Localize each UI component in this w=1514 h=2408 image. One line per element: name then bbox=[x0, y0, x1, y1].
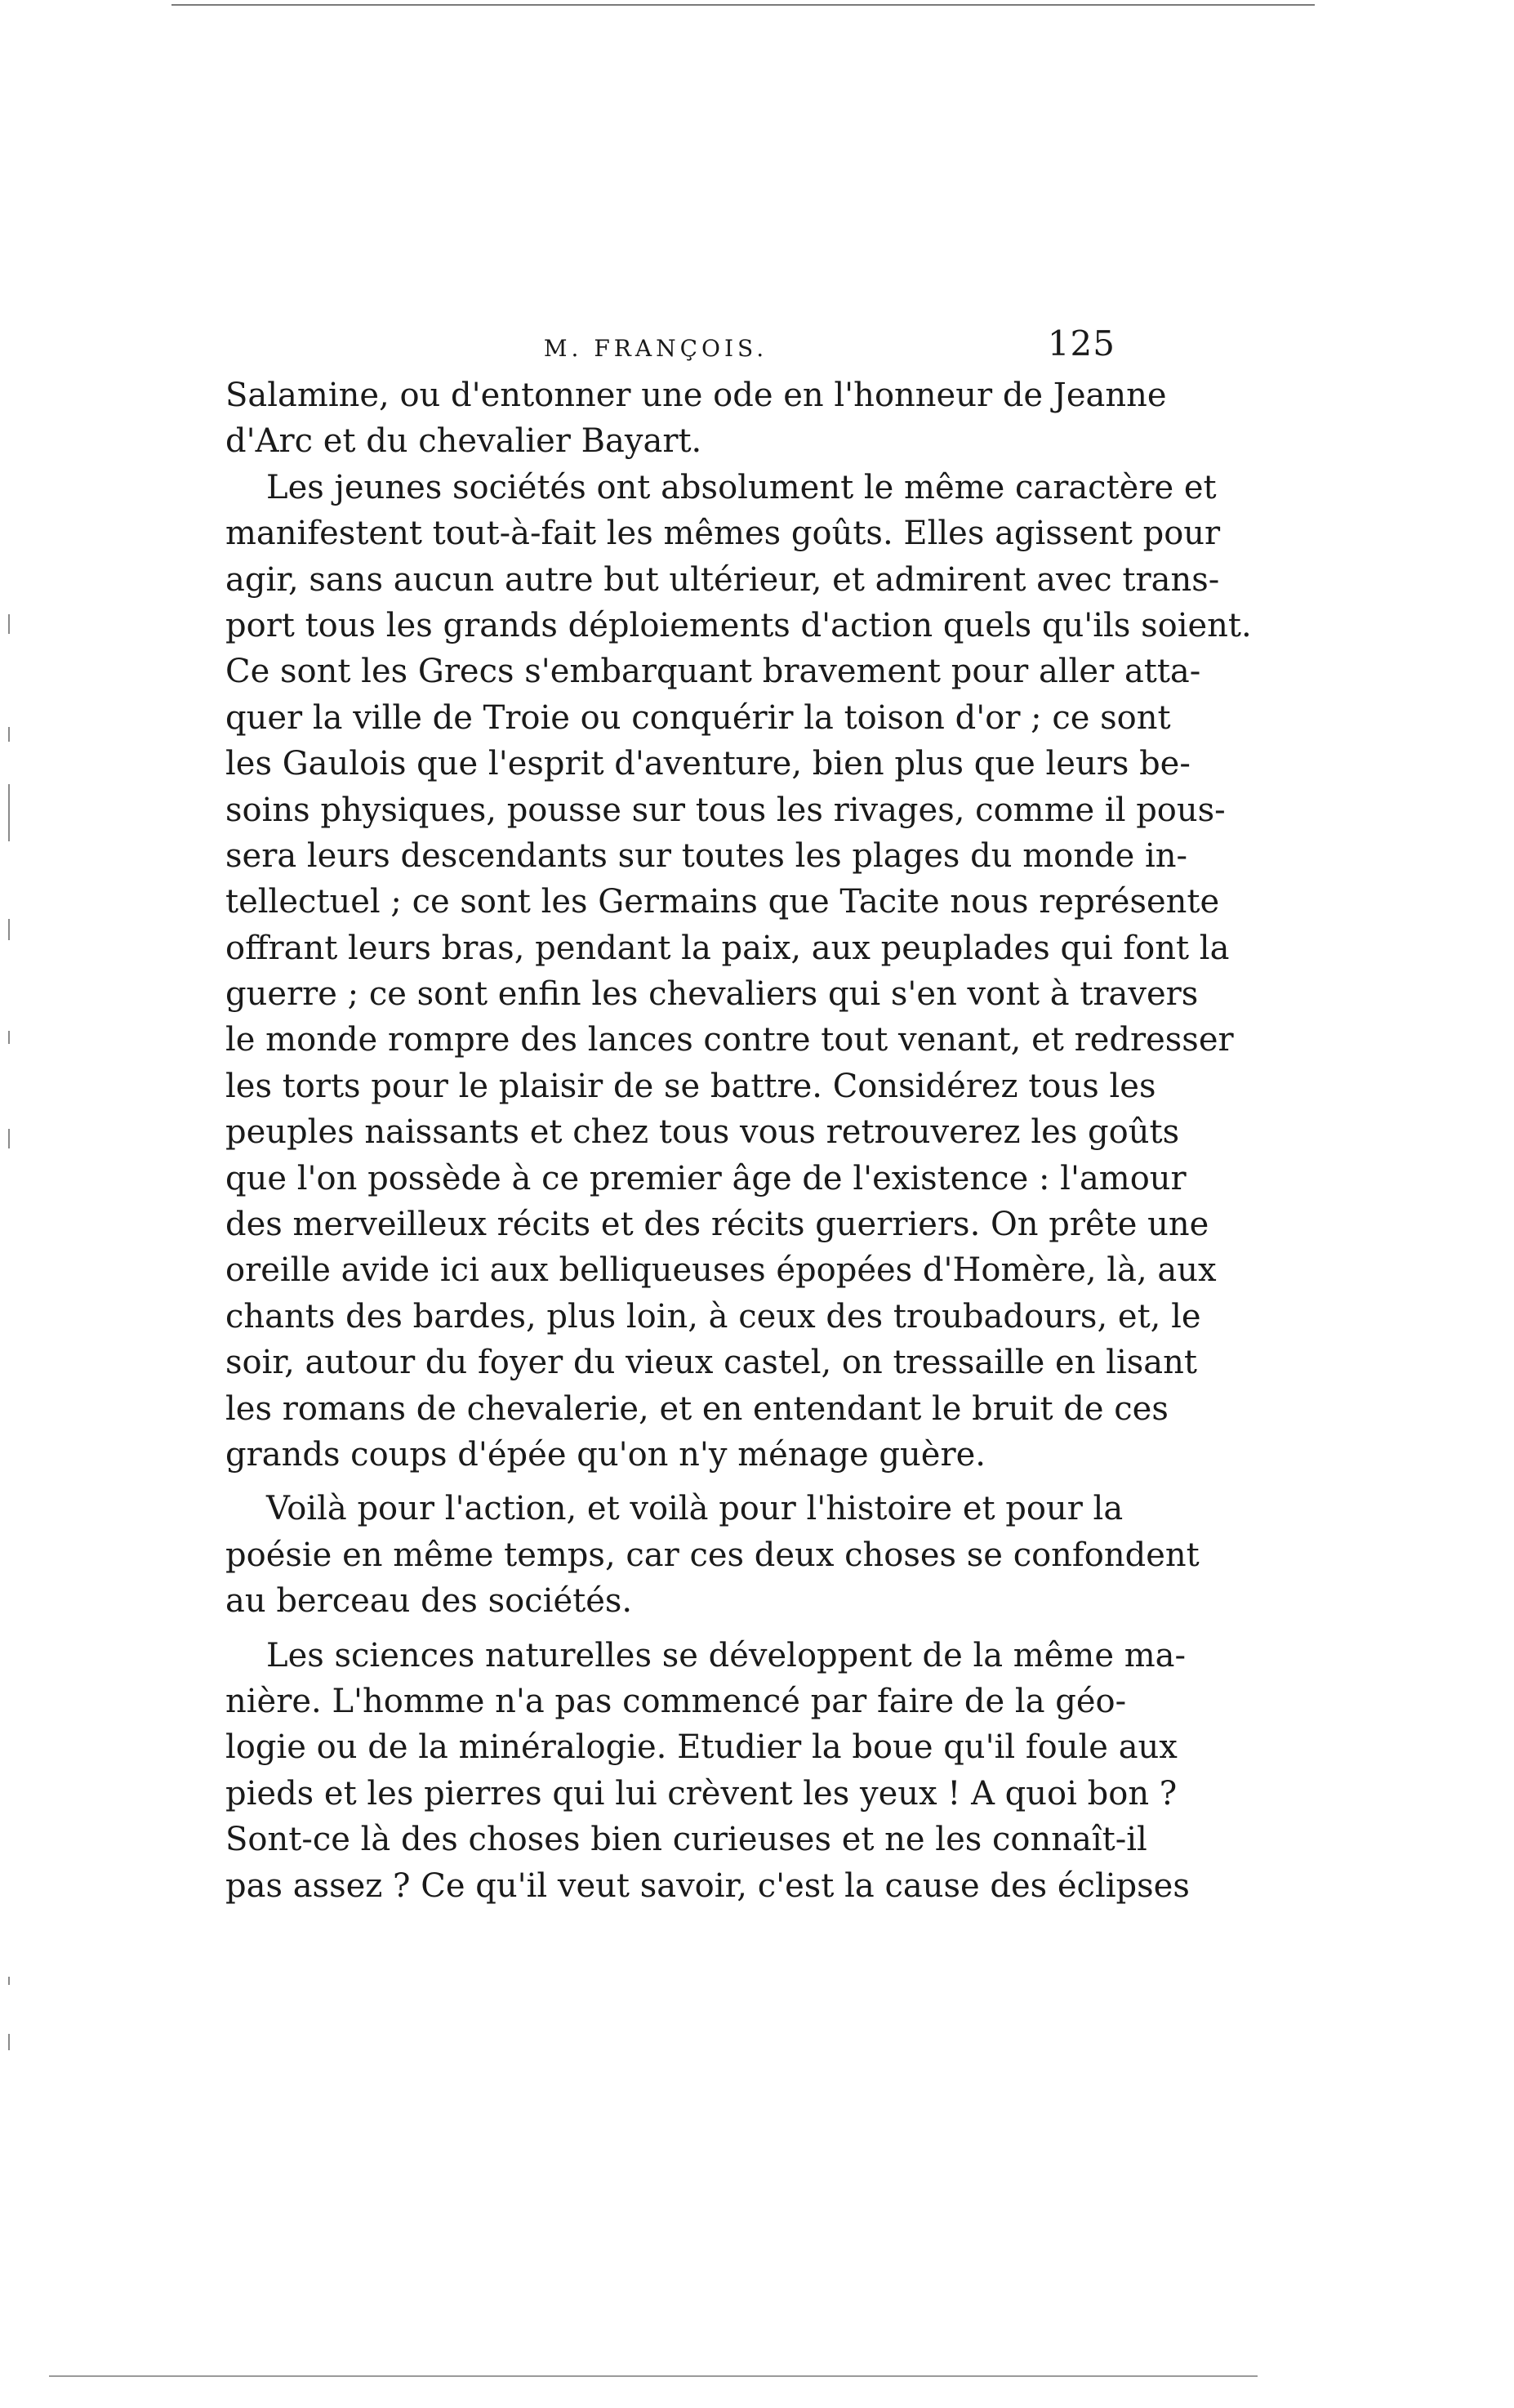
margin-mark bbox=[8, 919, 10, 940]
margin-mark bbox=[8, 614, 10, 634]
text-line: soir, autour du foyer du vieux castel, on tressaille en lisant bbox=[225, 1344, 1197, 1382]
text-line: d'Arc et du chevalier Bayart. bbox=[225, 422, 702, 461]
text-line: peuples naissants et chez tous vous retrouverez les goûts bbox=[225, 1113, 1180, 1152]
text-line: nière. L'homme n'a pas commencé par faire de la géo- bbox=[225, 1682, 1127, 1720]
text-line: chants des bardes, plus loin, à ceux des troubadours, et, le bbox=[225, 1297, 1201, 1336]
text-line: Voilà pour l'action, et voilà pour l'histoire et pour la bbox=[266, 1490, 1124, 1528]
text-line: manifestent tout-à-fait les mêmes goûts. Elles agissent pour bbox=[225, 515, 1221, 553]
text-line: au berceau des sociétés. bbox=[225, 1582, 633, 1621]
margin-mark bbox=[8, 727, 10, 742]
text-line: poésie en même temps, car ces deux choses se confondent bbox=[225, 1536, 1200, 1574]
text-line: pas assez ? Ce qu'il veut savoir, c'est la cause des éclipses bbox=[225, 1866, 1190, 1905]
margin-mark bbox=[8, 1129, 10, 1148]
text-line: Sont-ce là des choses bien curieuses et ne les connaît-il bbox=[225, 1821, 1147, 1859]
text-line: soins physiques, pousse sur tous les rivages, comme il pous- bbox=[225, 791, 1226, 829]
page-body bbox=[225, 372, 1252, 1909]
text-line: agir, sans aucun autre but ultérieur, et admirent avec trans- bbox=[225, 560, 1220, 599]
running-head bbox=[225, 320, 1115, 369]
text-line: logie ou de la minéralogie. Etudier la boue qu'il foule aux bbox=[225, 1728, 1178, 1767]
text-line: Les sciences naturelles se développent de la même ma- bbox=[266, 1636, 1187, 1674]
margin-mark bbox=[8, 1031, 10, 1044]
text-line: des merveilleux récits et des récits guerriers. On prête une bbox=[225, 1206, 1209, 1244]
text-line: sera leurs descendants sur toutes les plages du monde in- bbox=[225, 836, 1188, 875]
text-line: oreille avide ici aux belliqueuses épopées d'Homère, là, aux bbox=[225, 1251, 1217, 1290]
margin-mark bbox=[8, 1977, 10, 1985]
paragraph-gap bbox=[225, 1478, 1115, 1486]
bottom-scan-rule bbox=[49, 2375, 1258, 2377]
text-line: tellectuel ; ce sont les Germains que Tacite nous représente bbox=[225, 883, 1220, 921]
text-line: pieds et les pierres qui lui crèvent les yeux ! A quoi bon ? bbox=[225, 1774, 1178, 1813]
margin-mark bbox=[8, 784, 10, 841]
text-line: Ce sont les Grecs s'embarquant bravement pour aller atta- bbox=[225, 653, 1201, 691]
text-line: guerre ; ce sont enfin les chevaliers qui s'en vont à travers bbox=[225, 975, 1199, 1014]
text-line: Salamine, ou d'entonner une ode en l'honneur de Jeanne bbox=[225, 377, 1167, 414]
running-title: M. FRANÇOIS. bbox=[543, 335, 768, 362]
text-line: le monde rompre des lances contre tout venant, et redresser bbox=[225, 1021, 1234, 1059]
text-line: port tous les grands déploiements d'action quels qu'ils soient. bbox=[225, 606, 1252, 644]
margin-mark bbox=[8, 2034, 10, 2050]
text-line: quer la ville de Troie ou conquérir la toison d'or ; ce sont bbox=[225, 698, 1171, 737]
text-line: les Gaulois que l'esprit d'aventure, bien plus que leurs be- bbox=[225, 745, 1191, 783]
text-line: que l'on possède à ce premier âge de l'existence : l'amour bbox=[225, 1159, 1187, 1197]
text-line: grands coups d'épée qu'on n'y ménage guère. bbox=[225, 1435, 986, 1474]
paragraph-gap bbox=[225, 1625, 1115, 1633]
text-line: offrant leurs bras, pendant la paix, aux peuplades qui font la bbox=[225, 929, 1230, 967]
top-scan-rule bbox=[171, 4, 1315, 6]
text-line: les torts pour le plaisir de se battre. Considérez tous les bbox=[225, 1067, 1156, 1105]
text-line: les romans de chevalerie, et en entendant le bruit de ces bbox=[225, 1389, 1169, 1428]
text-line: Les jeunes sociétés ont absolument le même caractère et bbox=[266, 468, 1217, 506]
page-number: 125 bbox=[1047, 323, 1115, 363]
